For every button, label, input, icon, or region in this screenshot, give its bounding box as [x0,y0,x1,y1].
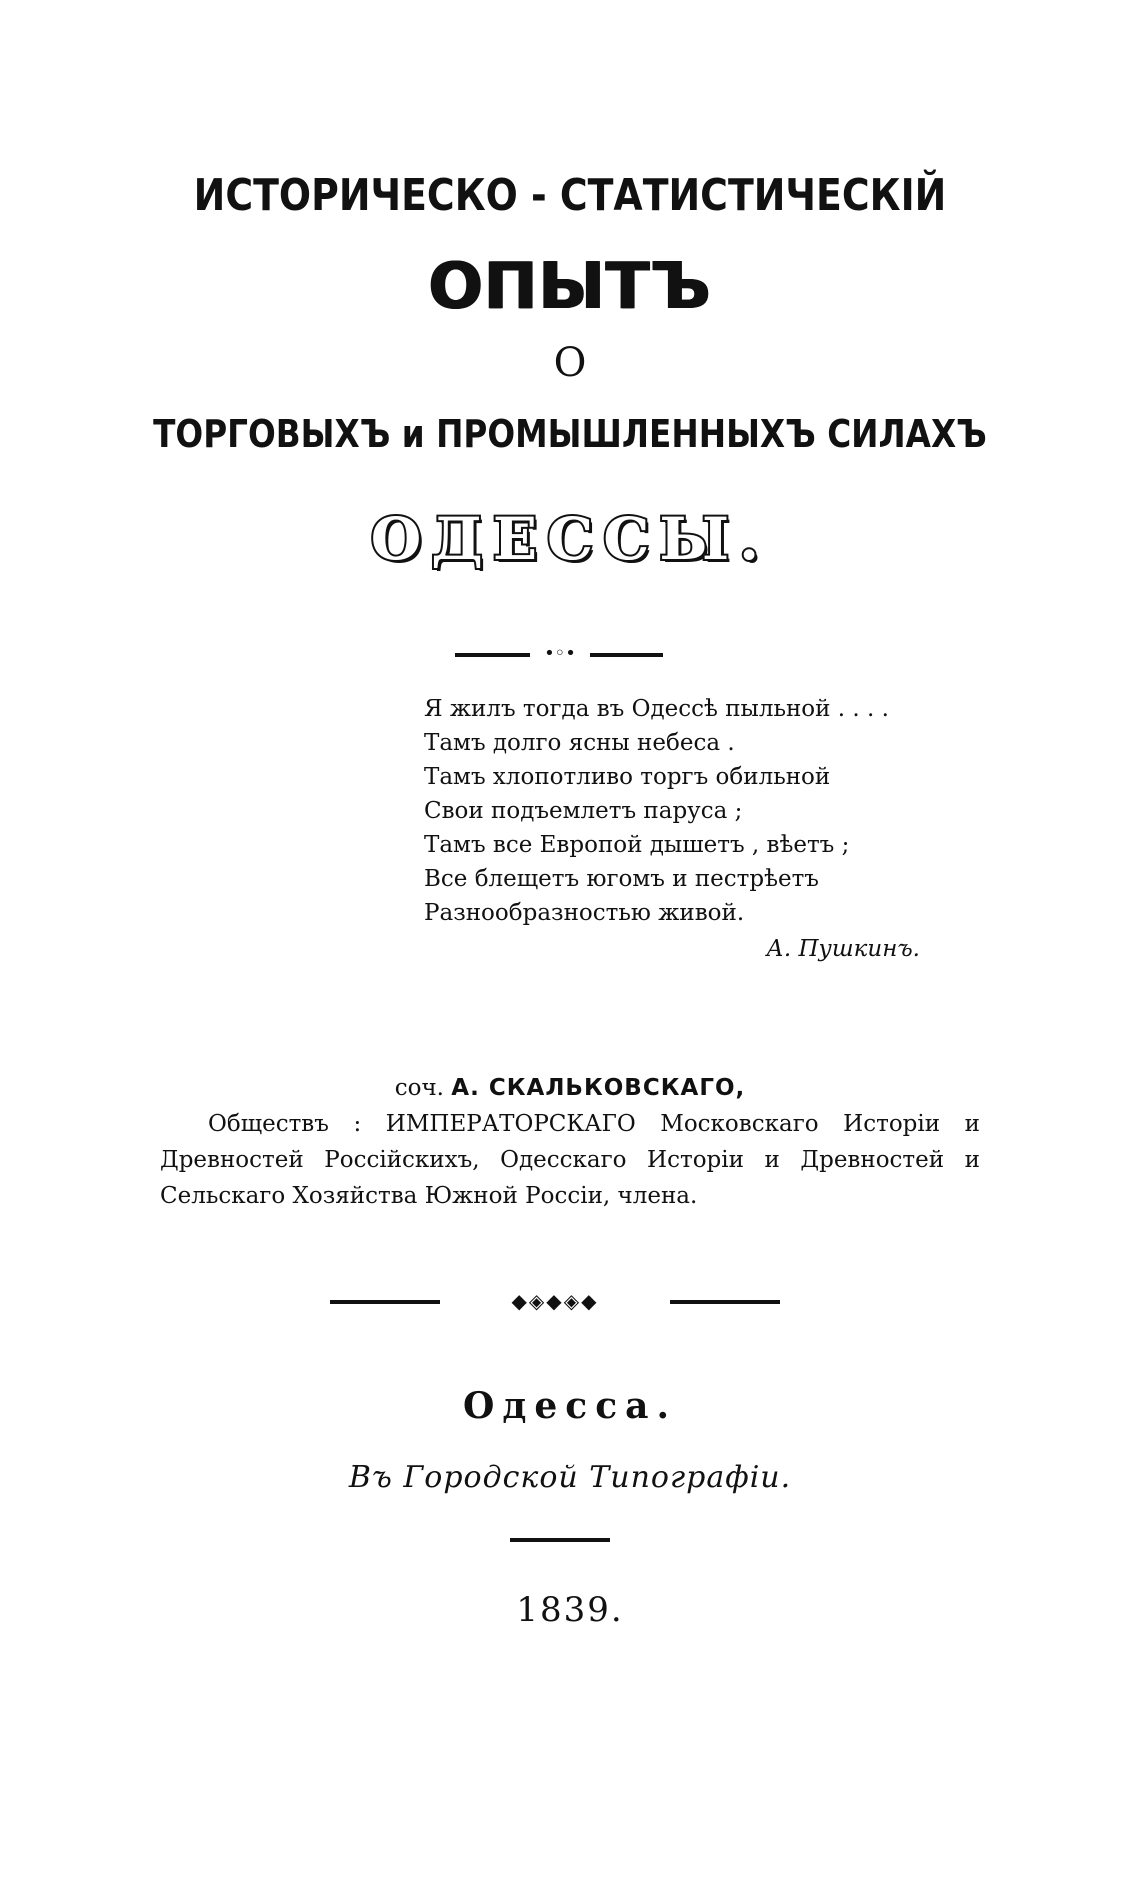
title-line-3: О [553,340,587,386]
divider-rule-short [510,1538,610,1542]
imprint-city: Одесса. [463,1385,677,1427]
divider-ornament-top: •◦• [530,644,590,664]
imprint-press: Въ Городской Типографiи. [348,1460,792,1495]
epigraph-author: А. Пушкинъ. [766,936,920,962]
author-byline [160,1070,980,1106]
author-name: А. СКАЛЬКОВСКАГО, [451,1075,746,1101]
epigraph-line: Все блещетъ югомъ и пестрѣетъ [424,866,819,892]
divider-ornament-bottom: ◆◈◆◈◆ [440,1289,670,1313]
epigraph-line: Тамъ хлопотливо торгъ обильной [424,764,831,790]
title-line-1: ИСТОРИЧЕСКО - СТАТИСТИЧЕСКIЙ [193,170,947,221]
title-line-5: ОДЕССЫ. [370,505,770,573]
epigraph-line: Я жилъ тогда въ Одессѣ пыльной . . . . [424,696,889,722]
epigraph-line: Тамъ долго ясны небеса . [424,730,735,756]
author-block [160,1070,980,1214]
epigraph-line: Разнообразностью живой. [424,900,745,926]
title-line-4: ТОРГОВЫХЪ и ПРОМЫШЛЕННЫХЪ СИЛАХЪ [153,412,987,456]
author-description: Обществъ : ИМПЕРАТОРСКАГО Московскаго Исторiи и Древностей Россiйскихъ, Одесскаго Исторiи и Древностей и Сельскаго Хозяйства Южной Россiи, члена. [160,1111,980,1209]
epigraph [424,692,944,966]
epigraph-line: Свои подъемлетъ паруса ; [424,798,743,824]
title-line-2: ОПЫТЪ [428,250,712,324]
imprint-year: 1839. [516,1590,624,1630]
epigraph-line: Тамъ все Европой дышетъ , вѣетъ ; [424,832,850,858]
author-prefix: соч. [394,1075,444,1101]
